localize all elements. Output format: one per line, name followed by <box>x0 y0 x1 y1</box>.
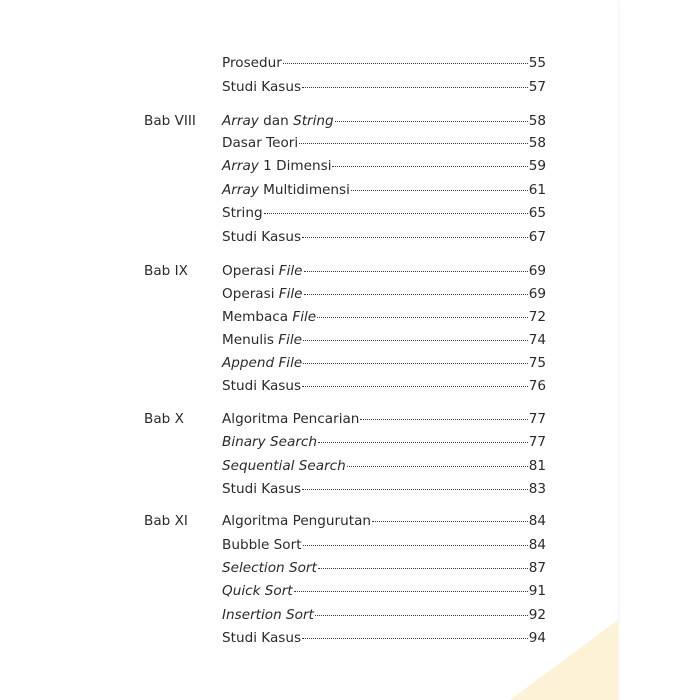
toc-row <box>82 179 618 201</box>
dot-leader <box>304 271 528 272</box>
toc-row <box>82 260 618 282</box>
page-number: 83 <box>528 481 546 497</box>
dot-leader <box>294 591 528 592</box>
entry-title-part: Multidimensi <box>258 182 350 198</box>
entry-title-part: File <box>278 286 303 302</box>
toc-entry <box>222 52 546 74</box>
entry-title-part: Dasar Teori <box>222 135 299 151</box>
toc-row <box>82 510 618 532</box>
page-number: 94 <box>528 630 546 646</box>
dot-leader <box>283 63 528 64</box>
entry-title <box>222 580 293 602</box>
page-number: 77 <box>528 434 546 450</box>
entry-title-part: Append File <box>222 355 303 371</box>
toc-entry <box>222 580 546 602</box>
dot-leader <box>302 87 528 88</box>
entry-title-part: Studi Kasus <box>222 481 302 497</box>
dot-leader <box>335 121 528 122</box>
dot-leader <box>318 568 528 569</box>
toc-entry <box>222 329 546 351</box>
toc-entry <box>222 76 546 98</box>
toc-entry <box>222 604 546 626</box>
toc-row <box>82 283 618 305</box>
dot-leader <box>351 190 528 191</box>
dot-leader <box>303 545 528 546</box>
dot-leader <box>302 237 528 238</box>
entry-title-part: File <box>292 309 317 325</box>
page-number: 72 <box>528 309 546 325</box>
entry-title-part: Algoritma Pencarian <box>222 411 360 427</box>
dot-leader <box>302 489 528 490</box>
toc-row <box>82 431 618 453</box>
entry-title <box>222 132 298 154</box>
dot-leader <box>304 294 528 295</box>
page-number: 61 <box>528 182 546 198</box>
document-page <box>82 0 618 700</box>
toc-entry <box>222 202 546 224</box>
dot-leader <box>317 317 528 318</box>
page-number: 91 <box>528 583 546 599</box>
entry-title <box>222 76 301 98</box>
page-number: 87 <box>528 560 546 576</box>
entry-title-part: Binary Search <box>222 434 318 450</box>
toc-row <box>82 534 618 556</box>
toc-entry <box>222 260 546 282</box>
entry-title-part: Insertion Sort <box>222 607 314 623</box>
entry-title-part: File <box>278 332 303 348</box>
toc-entry <box>222 375 546 397</box>
entry-title-part: Prosedur <box>222 55 282 71</box>
toc-entry <box>222 431 546 453</box>
toc-row <box>82 52 618 74</box>
toc-entry <box>222 179 546 201</box>
page-number: 84 <box>528 537 546 553</box>
toc-row <box>82 202 618 224</box>
toc-entry <box>222 478 546 500</box>
toc-entry <box>222 455 546 477</box>
page-number: 81 <box>528 458 546 474</box>
entry-title-part: String <box>293 113 334 129</box>
entry-title <box>222 534 302 556</box>
entry-title-part: Studi Kasus <box>222 378 302 394</box>
toc-entry <box>222 283 546 305</box>
toc-entry <box>222 226 546 248</box>
dot-leader <box>347 466 528 467</box>
entry-title-part: Algoritma Pengurutan <box>222 513 372 529</box>
toc-row <box>82 110 618 132</box>
dot-leader <box>315 615 528 616</box>
dot-leader <box>264 213 528 214</box>
toc-row <box>82 226 618 248</box>
page-number: 84 <box>528 513 546 529</box>
dot-leader <box>303 363 527 364</box>
entry-title-part: Array <box>222 158 259 174</box>
page-number: 75 <box>528 355 546 371</box>
dot-leader <box>318 442 528 443</box>
page-number: 77 <box>528 411 546 427</box>
chapter-label: Bab IX <box>144 263 188 279</box>
entry-title-part: 1 Dimensi <box>258 158 332 174</box>
page-number: 74 <box>528 332 546 348</box>
dot-leader <box>299 143 528 144</box>
entry-title <box>222 604 314 626</box>
page-number: 67 <box>528 229 546 245</box>
toc-row <box>82 557 618 579</box>
toc-entry <box>222 510 546 532</box>
entry-title-part: Studi Kasus <box>222 630 302 646</box>
entry-title <box>222 455 346 477</box>
page-number: 57 <box>528 79 546 95</box>
toc-row <box>82 580 618 602</box>
toc-entry <box>222 155 546 177</box>
entry-title-part: Bubble Sort <box>222 537 302 553</box>
entry-title <box>222 510 371 532</box>
entry-title-part: File <box>278 263 303 279</box>
page-number: 69 <box>528 286 546 302</box>
toc-row <box>82 455 618 477</box>
entry-title-part: Quick Sort <box>222 583 293 599</box>
entry-title <box>222 260 303 282</box>
entry-title <box>222 557 317 579</box>
page-number: 69 <box>528 263 546 279</box>
entry-title <box>222 52 282 74</box>
entry-title-part: Selection Sort <box>222 560 317 576</box>
entry-title <box>222 306 316 328</box>
page-number: 55 <box>528 55 546 71</box>
entry-title <box>222 431 317 453</box>
entry-title <box>222 375 301 397</box>
entry-title <box>222 329 302 351</box>
decorative-corner <box>510 620 618 700</box>
entry-title-part: Array <box>222 113 259 129</box>
toc-entry <box>222 352 546 374</box>
entry-title <box>222 110 334 132</box>
toc-row <box>82 352 618 374</box>
entry-title-part: dan <box>258 113 294 129</box>
entry-title-part: Studi Kasus <box>222 229 302 245</box>
entry-title-part: Operasi <box>222 286 279 302</box>
entry-title-part: Menulis <box>222 332 279 348</box>
dot-leader <box>302 386 528 387</box>
dot-leader <box>303 340 528 341</box>
toc-row <box>82 306 618 328</box>
toc-entry <box>222 627 546 649</box>
toc-row <box>82 329 618 351</box>
entry-title-part: Membaca <box>222 309 293 325</box>
dot-leader <box>372 521 528 522</box>
toc-row <box>82 132 618 154</box>
entry-title <box>222 179 350 201</box>
entry-title <box>222 155 331 177</box>
toc-row <box>82 478 618 500</box>
toc-row <box>82 375 618 397</box>
toc-row <box>82 408 618 430</box>
page-number: 65 <box>528 205 546 221</box>
toc-entry <box>222 408 546 430</box>
toc-entry <box>222 110 546 132</box>
entry-title <box>222 226 301 248</box>
entry-title <box>222 478 301 500</box>
toc-entry <box>222 132 546 154</box>
toc-entry <box>222 557 546 579</box>
entry-title-part: Studi Kasus <box>222 79 302 95</box>
entry-title-part: Operasi <box>222 263 279 279</box>
entry-title-part: Sequential Search <box>222 458 346 474</box>
dot-leader <box>360 419 527 420</box>
toc-row <box>82 155 618 177</box>
entry-title <box>222 352 302 374</box>
page-number: 58 <box>528 113 546 129</box>
toc-entry <box>222 306 546 328</box>
entry-title-part: String <box>222 205 263 221</box>
dot-leader <box>302 638 528 639</box>
entry-title <box>222 202 263 224</box>
entry-title <box>222 408 359 430</box>
page-number: 76 <box>528 378 546 394</box>
dot-leader <box>332 166 527 167</box>
toc-entry <box>222 534 546 556</box>
chapter-label: Bab X <box>144 411 184 427</box>
page-number: 58 <box>528 135 546 151</box>
entry-title <box>222 283 303 305</box>
toc-row <box>82 76 618 98</box>
entry-title-part: Array <box>222 182 259 198</box>
chapter-label: Bab VIII <box>144 113 196 129</box>
page-number: 59 <box>528 158 546 174</box>
chapter-label: Bab XI <box>144 513 188 529</box>
page-number: 92 <box>528 607 546 623</box>
entry-title <box>222 627 301 649</box>
